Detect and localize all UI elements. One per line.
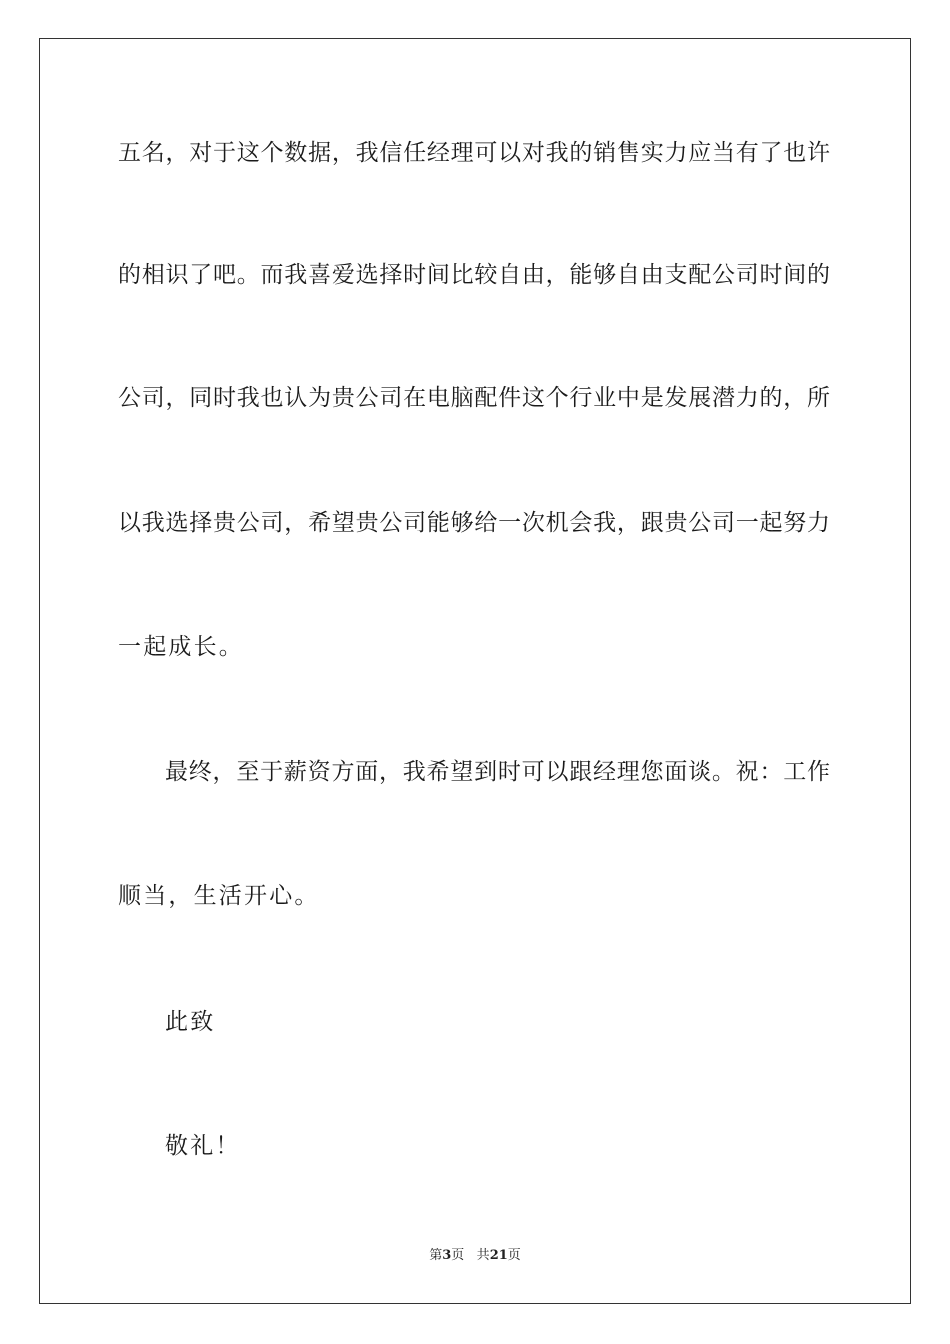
page-footer <box>0 1247 950 1265</box>
text-line-4: 以我选择贵公司，希望贵公司能够给一次机会我，跟贵公司一起努力 <box>118 510 830 536</box>
closing-salutation: 此致 <box>165 1009 216 1035</box>
closing-regards: 敬礼！ <box>165 1133 241 1159</box>
text-line-3: 公司，同时我也认为贵公司在电脑配件这个行业中是发展潜力的，所 <box>118 385 830 411</box>
text-line-6: 最终，至于薪资方面，我希望到时可以跟经理您面谈。祝：工作 <box>165 759 830 785</box>
footer-total-suffix: 页 <box>507 1248 521 1263</box>
text-line-7: 顺当，生活开心。 <box>118 883 320 909</box>
text-line-5: 一起成长。 <box>118 634 244 660</box>
footer-page-prefix: 第 <box>429 1248 443 1263</box>
footer-total-prefix: 共 <box>476 1248 490 1263</box>
page-border <box>39 38 911 1304</box>
footer-page-number: 3 <box>442 1248 452 1263</box>
text-line-1: 五名，对于这个数据，我信任经理可以对我的销售实力应当有了也许 <box>118 140 830 166</box>
footer-total-pages: 21 <box>489 1248 508 1263</box>
text-line-2: 的相识了吧。而我喜爱选择时间比较自由，能够自由支配公司时间的 <box>118 262 830 288</box>
footer-page-suffix: 页 <box>451 1248 465 1263</box>
